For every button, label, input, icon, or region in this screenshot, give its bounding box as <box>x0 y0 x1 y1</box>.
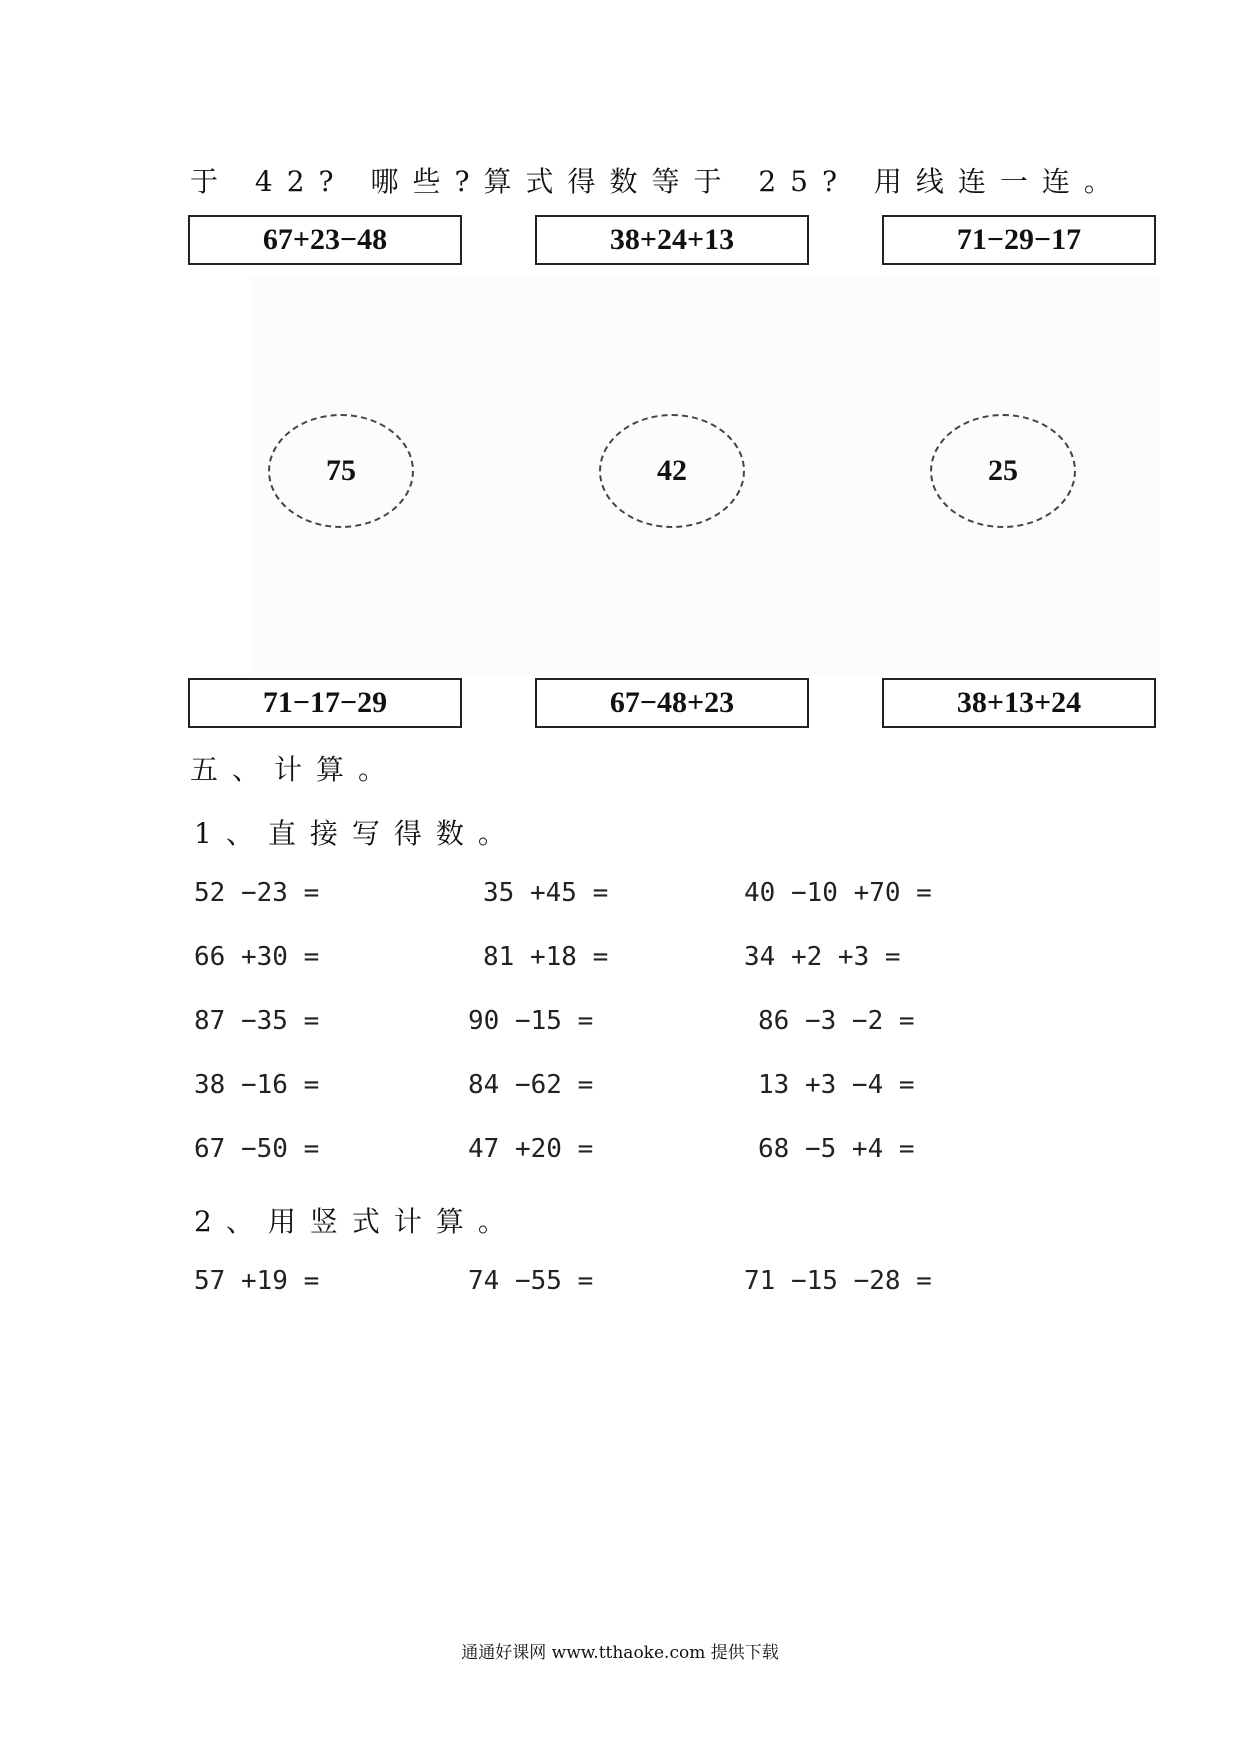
expression-box-bottom-3[interactable]: 38+13+24 <box>882 678 1156 728</box>
problem: 66 +30 = <box>194 942 320 972</box>
problem: 57 +19 = <box>194 1266 320 1296</box>
problem: 67 −50 = <box>194 1134 320 1164</box>
problem: 81 +18 = <box>483 942 609 972</box>
expression-box-top-2[interactable]: 38+24+13 <box>535 215 809 265</box>
problem: 68 −5 +4 = <box>758 1134 915 1164</box>
section-title: 五、计算。 <box>190 753 401 786</box>
expression-box-top-3[interactable]: 71−29−17 <box>882 215 1156 265</box>
match-instruction: 于 42? 哪些?算式得数等于 25? 用线连一连。 <box>190 165 1126 198</box>
problem: 90 −15 = <box>468 1006 594 1036</box>
expression-box-bottom-1[interactable]: 71−17−29 <box>188 678 462 728</box>
target-ellipse-75[interactable]: 75 <box>268 414 414 528</box>
problem: 35 +45 = <box>483 878 609 908</box>
problem: 34 +2 +3 = <box>744 942 901 972</box>
problem: 40 −10 +70 = <box>744 878 932 908</box>
problem: 86 −3 −2 = <box>758 1006 915 1036</box>
problem: 87 −35 = <box>194 1006 320 1036</box>
target-ellipse-42[interactable]: 42 <box>599 414 745 528</box>
problem: 84 −62 = <box>468 1070 594 1100</box>
footer-credit: 通通好课网 www.tthaoke.com 提供下载 <box>461 1643 779 1663</box>
problem: 71 −15 −28 = <box>744 1266 932 1296</box>
part1-title: 1、直接写得数。 <box>194 817 520 850</box>
expression-box-bottom-2[interactable]: 67−48+23 <box>535 678 809 728</box>
part2-title: 2、用竖式计算。 <box>194 1205 520 1238</box>
problem: 52 −23 = <box>194 878 320 908</box>
problem: 13 +3 −4 = <box>758 1070 915 1100</box>
expression-box-top-1[interactable]: 67+23−48 <box>188 215 462 265</box>
problem: 38 −16 = <box>194 1070 320 1100</box>
target-ellipse-25[interactable]: 25 <box>930 414 1076 528</box>
problem: 74 −55 = <box>468 1266 594 1296</box>
problem: 47 +20 = <box>468 1134 594 1164</box>
